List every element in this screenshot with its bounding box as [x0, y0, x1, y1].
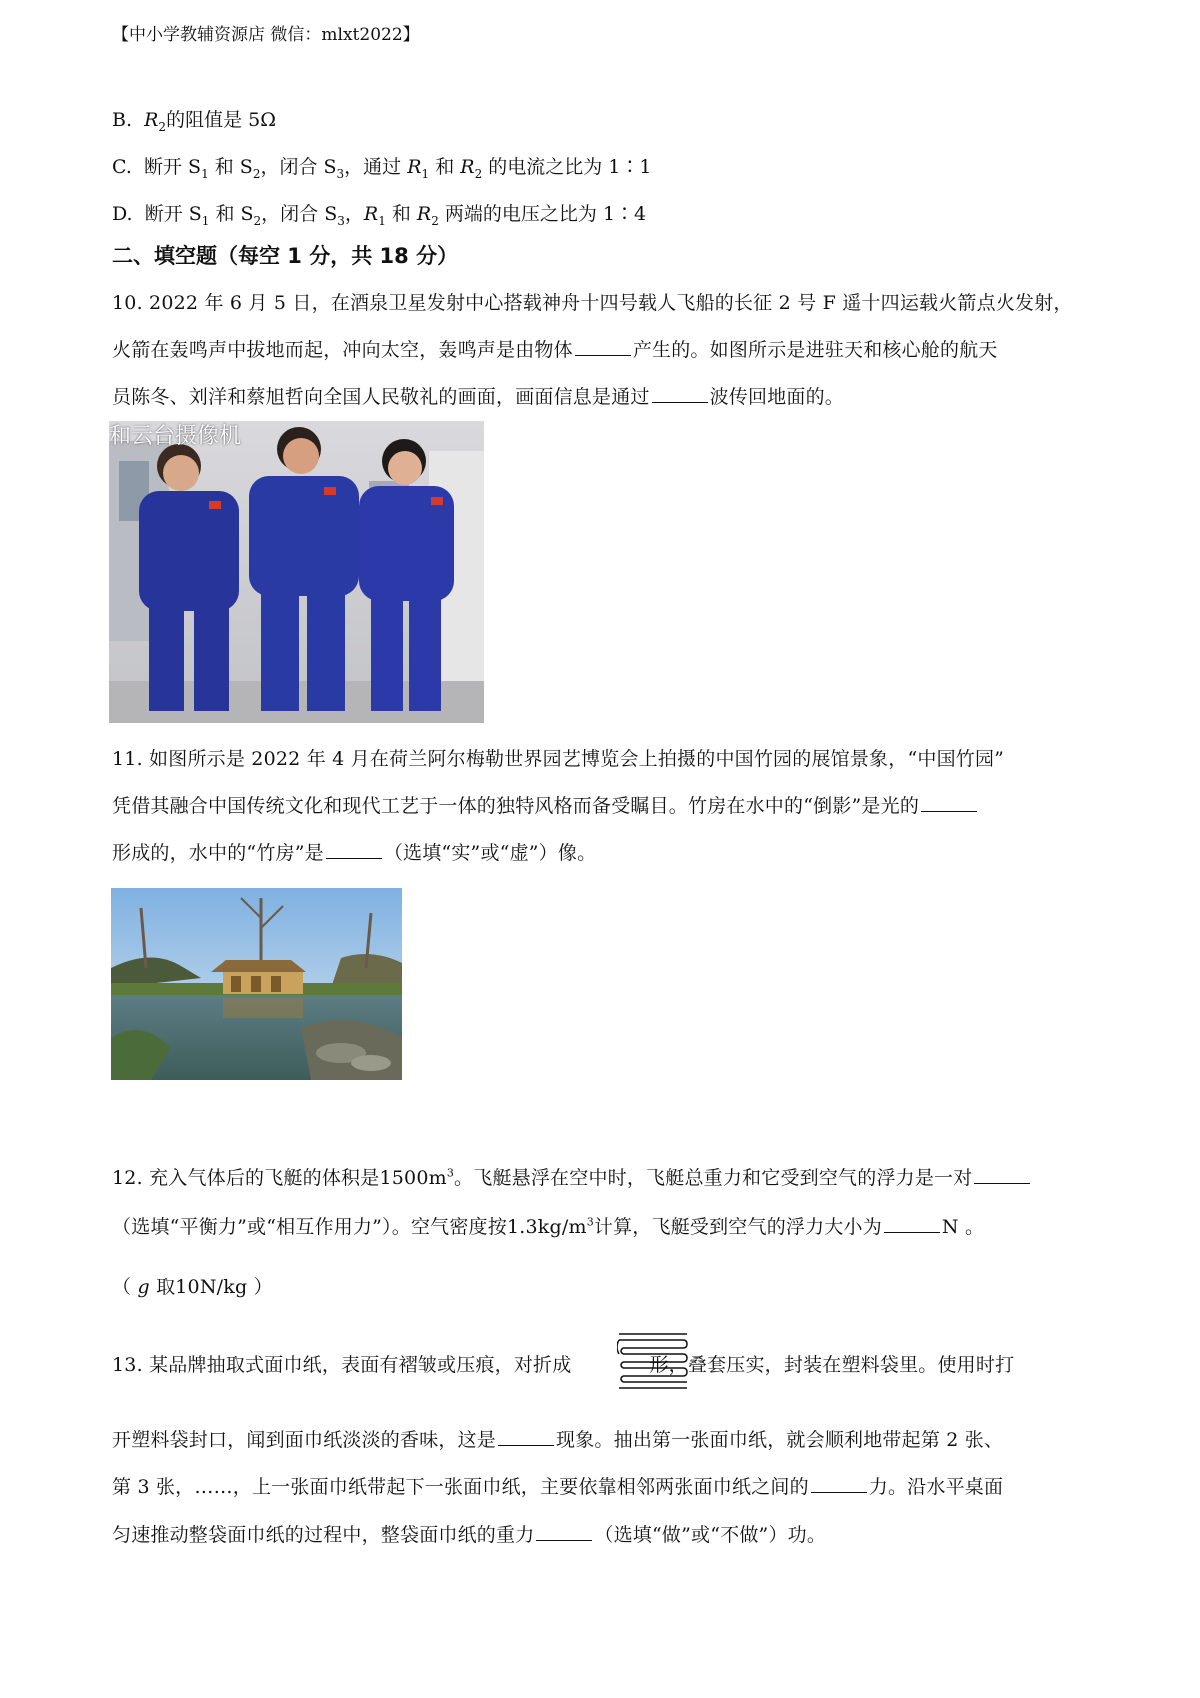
- q12-line-1: [112, 1163, 1032, 1190]
- q12-text: 。飞艇悬浮在空中时，飞艇总重力和它受到空气的浮力是一对: [454, 1167, 973, 1189]
- answer-blank[interactable]: [498, 1426, 554, 1446]
- q11-line-1: 11. 如图所示是 2022 年 4 月在荷兰阿尔梅勒世界园艺博览会上拍摄的中国竹园的展馆景象，“中国竹园”: [112, 748, 1005, 770]
- astronauts-photo: [109, 421, 484, 723]
- subscript: 1: [201, 166, 209, 181]
- subscript: 3: [337, 213, 345, 228]
- q11-line-3: [112, 838, 596, 865]
- q12-text: 取10N/kg ）: [149, 1276, 273, 1298]
- option-label: B.: [112, 109, 133, 131]
- page-header: 【中小学教辅资源店 微信：mlxt2022】: [112, 25, 420, 45]
- density-value: 1.3kg/m: [506, 1216, 587, 1238]
- answer-blank[interactable]: [652, 383, 708, 403]
- option-label: C.: [112, 156, 132, 178]
- q12-text: （选填“平衡力”或“相互作用力”）。空气密度按: [112, 1216, 507, 1238]
- answer-blank[interactable]: [884, 1213, 940, 1233]
- q11-text: 形成的，水中的“竹房”是: [112, 842, 324, 864]
- option-text: 的阻值是 5Ω: [166, 109, 276, 131]
- option-text: 和: [385, 203, 417, 225]
- option-c: [112, 152, 651, 181]
- section-title: 二、填空题（每空 1 分，共 18 分）: [112, 244, 459, 268]
- option-d: [112, 199, 646, 228]
- subscript: 3: [336, 166, 345, 181]
- q13-text: 现象。抽出第一张面巾纸，就会顺利地带起第 2 张、: [556, 1429, 1004, 1451]
- superscript: 3: [586, 1215, 594, 1229]
- q11-text: 凭借其融合中国传统文化和现代工艺于一体的独特风格而备受瞩目。竹房在水中的“倒影”是光的: [112, 795, 920, 817]
- subscript: 1: [378, 213, 386, 228]
- option-text: 和 S: [208, 156, 253, 178]
- q13-line-4: [112, 1520, 826, 1547]
- q13-line-1: [112, 1350, 1014, 1377]
- q12-line-2: [112, 1212, 984, 1239]
- q10-text: 员陈冬、刘洋和蔡旭哲向全国人民敬礼的画面，画面信息是通过: [112, 386, 650, 408]
- q13-text: 开塑料袋封口，闻到面巾纸淡淡的香味，这是: [112, 1429, 497, 1451]
- option-text: ，闭合 S: [261, 203, 338, 225]
- answer-blank[interactable]: [575, 336, 631, 356]
- subscript: 1: [421, 166, 430, 181]
- option-label: D.: [112, 203, 133, 225]
- image-caption: 和云台摄像机: [109, 424, 242, 449]
- subscript: 2: [431, 213, 439, 228]
- subscript: 2: [252, 166, 261, 181]
- option-text: 和: [429, 156, 461, 178]
- q13-text: 13. 某品牌抽取式面巾纸，表面有褶皱或压痕，对折成: [112, 1354, 572, 1376]
- option-text: 断开 S: [144, 156, 202, 178]
- q10-text: 产生的。如图所示是进驻天和核心舱的航天: [632, 339, 998, 361]
- option-text: ，: [344, 203, 364, 225]
- option-text: 的电流之比为 1∶1: [482, 156, 652, 178]
- option-b: [112, 105, 276, 134]
- answer-blank[interactable]: [921, 792, 977, 812]
- q12-line-3: [112, 1272, 273, 1299]
- option-text: ，闭合 S: [260, 156, 337, 178]
- q10-line-3: [112, 382, 844, 409]
- option-text: ，通过: [344, 156, 408, 178]
- q10-text: 波传回地面的。: [709, 386, 845, 408]
- q13-text: 力。沿水平桌面: [868, 1476, 1004, 1498]
- r-symbol: R: [416, 203, 432, 225]
- volume-value: 1500m: [379, 1167, 447, 1189]
- subscript: 2: [253, 213, 262, 228]
- r-symbol: R: [363, 203, 379, 225]
- option-text: 断开 S: [144, 203, 202, 225]
- superscript: 3: [446, 1166, 455, 1180]
- q12-text: （: [112, 1276, 132, 1298]
- folded-tissue-diagram: [617, 1330, 689, 1390]
- answer-blank[interactable]: [536, 1521, 592, 1541]
- q12-text: N 。: [941, 1216, 985, 1238]
- q10-text: 火箭在轰鸣声中拔地而起，冲向太空，轰鸣声是由物体: [112, 339, 573, 361]
- option-text: 两端的电压之比为 1∶4: [438, 203, 647, 225]
- q13-text: 形，叠套压实，封装在塑料袋里。使用时打: [649, 1354, 1015, 1376]
- q13-text: （选填“做”或“不做”）功。: [594, 1524, 827, 1546]
- q12-text: 12. 充入气体后的飞艇的体积是: [112, 1167, 380, 1189]
- q10-line-2: [112, 335, 998, 362]
- r-symbol: R: [407, 156, 422, 178]
- q10-line-1: 10. 2022 年 6 月 5 日，在酒泉卫星发射中心搭载神舟十四号载人飞船的长征 2 号 F 遥十四运载火箭点火发射，: [112, 292, 1073, 314]
- q13-text: 第 3 张，……，上一张面巾纸带起下一张面巾纸，主要依靠相邻两张面巾纸之间的: [112, 1476, 809, 1498]
- answer-blank[interactable]: [326, 839, 382, 859]
- bamboo-garden-photo: [111, 888, 402, 1080]
- q13-line-3: [112, 1472, 1003, 1499]
- g-symbol: g: [137, 1276, 150, 1298]
- r-symbol: R: [460, 156, 475, 178]
- subscript: 2: [474, 166, 483, 181]
- q11-text: （选填“实”或“虚”）像。: [383, 842, 597, 864]
- answer-blank[interactable]: [811, 1473, 867, 1493]
- q13-line-2: [112, 1425, 1003, 1452]
- q13-text: 匀速推动整袋面巾纸的过程中，整袋面巾纸的重力: [112, 1524, 535, 1546]
- q12-text: 计算，飞艇受到空气的浮力大小为: [593, 1216, 882, 1238]
- answer-blank[interactable]: [974, 1164, 1030, 1184]
- q11-line-2: [112, 791, 979, 818]
- option-text: 和 S: [209, 203, 254, 225]
- r-symbol: R: [144, 109, 159, 131]
- subscript: 2: [158, 119, 167, 134]
- subscript: 1: [201, 213, 210, 228]
